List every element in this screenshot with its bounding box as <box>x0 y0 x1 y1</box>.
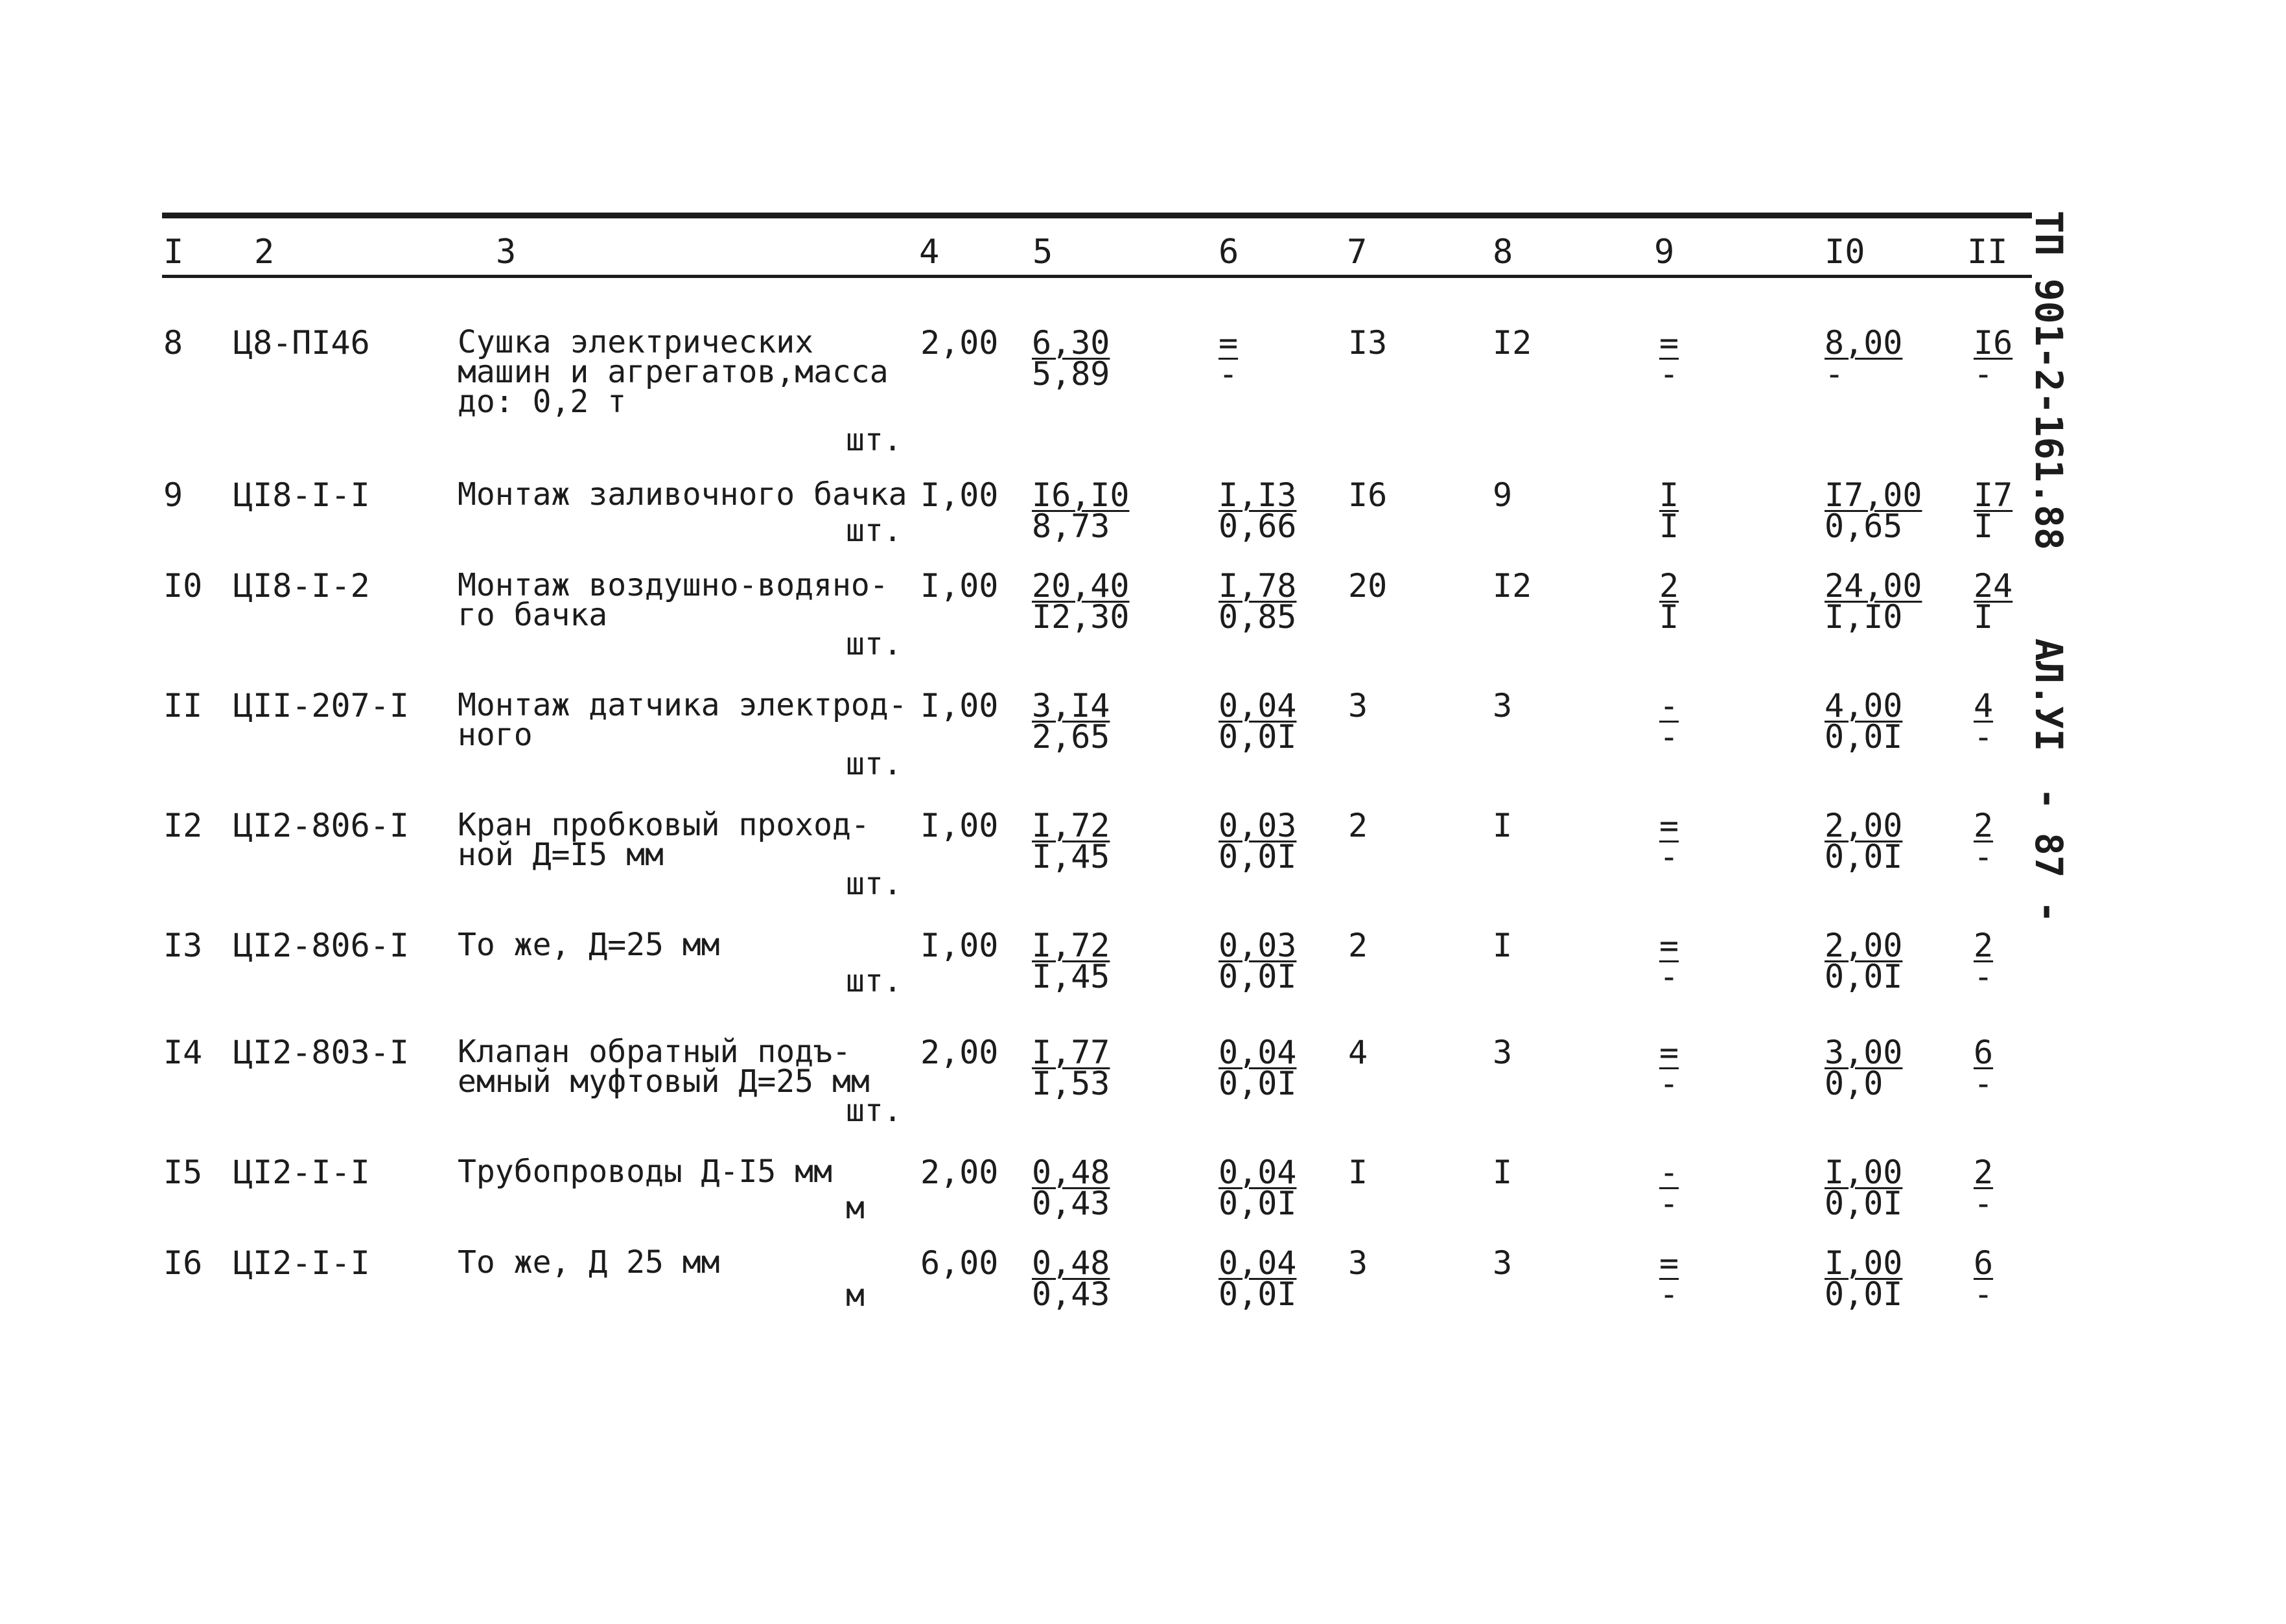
col10-value-top: I,00 <box>1825 1154 1903 1191</box>
col6-value-bottom: 0,66 <box>1219 507 1297 545</box>
description-line: Клапан обратный подъ- <box>458 1034 851 1070</box>
col6-value <box>1219 1034 1297 1102</box>
unit-of-measure: м <box>846 1277 865 1314</box>
col9-value-top: = <box>1659 927 1679 964</box>
unit-of-measure: шт. <box>846 513 902 549</box>
col9-value-top: - <box>1659 687 1679 725</box>
col6-value <box>1219 927 1297 995</box>
col10-value-top: I,00 <box>1825 1244 1903 1282</box>
series-label: ТП 901-2-161.88 <box>2027 211 2071 550</box>
col5-value-bottom: 5,89 <box>1032 355 1110 393</box>
col11-value-top: 4 <box>1974 687 1994 725</box>
col11-value-top: I7 <box>1974 476 2013 514</box>
col10-value <box>1825 807 1903 876</box>
col7-value: I <box>1348 1154 1368 1191</box>
column-header: 6 <box>1219 233 1239 272</box>
col6-value-top: = <box>1219 324 1239 362</box>
col9-value <box>1659 1244 1679 1313</box>
quantity: I,00 <box>920 807 999 844</box>
column-header: 9 <box>1654 233 1675 272</box>
col5-value-top: 20,40 <box>1032 567 1130 605</box>
col5-value-bottom: 0,43 <box>1032 1185 1110 1222</box>
col7-value: I3 <box>1348 324 1388 362</box>
col6-value <box>1219 1154 1297 1222</box>
col11-value-top: 2 <box>1974 807 1994 844</box>
col5-value <box>1032 687 1110 756</box>
col8-value: 3 <box>1493 1034 1513 1071</box>
col10-value-bottom: 0,65 <box>1825 507 1903 545</box>
col11-value <box>1974 807 1994 876</box>
col9-value <box>1659 567 1679 636</box>
col10-value-top: 8,00 <box>1825 324 1903 362</box>
col9-value-bottom: - <box>1659 1065 1679 1102</box>
column-header: I <box>163 233 184 272</box>
col11-value-bottom: I <box>1974 598 1994 636</box>
col6-value-top: 0,03 <box>1219 807 1297 844</box>
col6-value-bottom: 0,0I <box>1219 718 1297 756</box>
col11-value-top: 6 <box>1974 1244 1994 1282</box>
column-header: I0 <box>1825 233 1865 272</box>
rate-code: ЦI2-806-I <box>233 807 409 844</box>
col9-value-bottom: - <box>1659 1185 1679 1222</box>
col8-value: I2 <box>1493 324 1532 362</box>
col6-value <box>1219 476 1297 545</box>
col7-value: 2 <box>1348 807 1368 844</box>
col9-value <box>1659 1154 1679 1222</box>
rate-code: ЦI8-I-2 <box>233 567 370 605</box>
row-number: I2 <box>163 807 203 844</box>
col9-value <box>1659 807 1679 876</box>
col11-value-top: 24 <box>1974 567 2013 605</box>
quantity: I,00 <box>920 476 999 514</box>
col7-value: 3 <box>1348 687 1368 725</box>
col9-value-top: = <box>1659 1034 1679 1071</box>
rate-code: ЦI2-I-I <box>233 1154 370 1191</box>
col10-value-bottom: 0,0 <box>1825 1065 1884 1102</box>
col9-value <box>1659 687 1679 756</box>
col6-value-bottom: 0,0I <box>1219 1065 1297 1102</box>
work-description <box>458 1244 720 1281</box>
col11-value-bottom: - <box>1974 958 1994 995</box>
row-number: I6 <box>163 1244 203 1282</box>
row-number: II <box>163 687 203 725</box>
rate-code: ЦII-207-I <box>233 687 409 725</box>
col11-value-top: 2 <box>1974 927 1994 964</box>
col10-value-bottom: 0,0I <box>1825 1275 1903 1313</box>
col5-value-bottom: I,45 <box>1032 958 1110 995</box>
col11-value <box>1974 1034 1994 1102</box>
col8-value: 9 <box>1493 476 1513 514</box>
col10-value-bottom: I,I0 <box>1825 598 1903 636</box>
col5-value-bottom: 2,65 <box>1032 718 1110 756</box>
col6-value-top: 0,04 <box>1219 1154 1297 1191</box>
rate-code: Ц8-ПI46 <box>233 324 370 362</box>
quantity: 2,00 <box>920 1034 999 1071</box>
col11-value <box>1974 1154 1994 1222</box>
row-number: I4 <box>163 1034 203 1071</box>
col5-value-top: I,72 <box>1032 807 1110 844</box>
col6-value <box>1219 687 1297 756</box>
col9-value-top: I <box>1659 476 1679 514</box>
col10-value <box>1825 567 1922 636</box>
rate-code: ЦI2-806-I <box>233 927 409 964</box>
description-line: ной Д=I5 мм <box>458 837 664 873</box>
col6-value-bottom: 0,85 <box>1219 598 1297 636</box>
col10-value <box>1825 324 1903 393</box>
col5-value <box>1032 1154 1110 1222</box>
table-header-rule <box>162 275 2032 278</box>
work-description <box>458 927 720 963</box>
col9-value-bottom: I <box>1659 598 1679 636</box>
col10-value <box>1825 1034 1903 1102</box>
col10-value <box>1825 1154 1903 1222</box>
description-line: Сушка электрических <box>458 324 814 360</box>
row-number: I3 <box>163 927 203 964</box>
col11-value-bottom: - <box>1974 355 1994 393</box>
col10-value-bottom: 0,0I <box>1825 838 1903 876</box>
row-number: 9 <box>163 476 183 514</box>
work-description <box>458 1154 832 1190</box>
description-line: емный муфтовый Д=25 мм <box>458 1063 870 1100</box>
col11-value-top: 2 <box>1974 1154 1994 1191</box>
col9-value <box>1659 927 1679 995</box>
unit-of-measure: шт. <box>846 422 902 458</box>
row-number: I0 <box>163 567 203 605</box>
col6-value-top: I,78 <box>1219 567 1297 605</box>
row-number: I5 <box>163 1154 203 1191</box>
col11-value <box>1974 687 1994 756</box>
col11-value-bottom: - <box>1974 1185 1994 1222</box>
col6-value <box>1219 1244 1297 1313</box>
col11-value-bottom: - <box>1974 838 1994 876</box>
col10-value-bottom: - <box>1825 355 1845 393</box>
work-description <box>458 476 907 513</box>
col5-value-top: 0,48 <box>1032 1154 1110 1191</box>
col5-value <box>1032 567 1130 636</box>
unit-of-measure: шт. <box>846 626 902 662</box>
col5-value-top: 3,I4 <box>1032 687 1110 725</box>
col6-value-top: 0,04 <box>1219 687 1297 725</box>
col5-value-bottom: I2,30 <box>1032 598 1130 636</box>
description-line: Монтаж воздушно-водяно- <box>458 567 889 603</box>
col9-value-bottom: - <box>1659 958 1679 995</box>
col10-value-top: 4,00 <box>1825 687 1903 725</box>
col7-value: 3 <box>1348 1244 1368 1282</box>
col8-value: I2 <box>1493 567 1532 605</box>
col9-value-top: 2 <box>1659 567 1679 605</box>
col9-value <box>1659 476 1679 545</box>
description-line: го бачка <box>458 597 608 633</box>
description-line: ного <box>458 717 533 753</box>
description-line: Трубопроводы Д-I5 мм <box>458 1154 832 1190</box>
work-description <box>458 807 870 873</box>
col7-value: I6 <box>1348 476 1388 514</box>
col5-value-bottom: I,45 <box>1032 838 1110 876</box>
rate-code: ЦI8-I-I <box>233 476 370 514</box>
col5-value-top: I,77 <box>1032 1034 1110 1071</box>
col5-value-bottom: 8,73 <box>1032 507 1110 545</box>
column-header: 5 <box>1032 233 1053 272</box>
col9-value-top: - <box>1659 1154 1679 1191</box>
col9-value-top: = <box>1659 324 1679 362</box>
col9-value-bottom: - <box>1659 718 1679 756</box>
col6-value-bottom: 0,0I <box>1219 1185 1297 1222</box>
description-line: машин и агрегатов,масса <box>458 354 889 390</box>
col8-value: 3 <box>1493 1244 1513 1282</box>
col5-value <box>1032 476 1130 545</box>
col9-value-bottom: - <box>1659 1275 1679 1313</box>
page-number: - 87 - <box>2027 787 2071 923</box>
col6-value-top: I,I3 <box>1219 476 1297 514</box>
col6-value-top: 0,04 <box>1219 1244 1297 1282</box>
col6-value-bottom: 0,0I <box>1219 838 1297 876</box>
column-header: 2 <box>254 233 275 272</box>
description-line: Монтаж заливочного бачка <box>458 476 907 513</box>
col10-value-top: 24,00 <box>1825 567 1922 605</box>
column-header: II <box>1967 233 2008 272</box>
col11-value <box>1974 1244 1994 1313</box>
table-top-rule <box>162 213 2032 218</box>
col10-value-top: I7,00 <box>1825 476 1922 514</box>
col11-value-bottom: I <box>1974 507 1994 545</box>
album-label: АЛ.УI <box>2027 638 2071 752</box>
col11-value <box>1974 324 2013 393</box>
col7-value: 2 <box>1348 927 1368 964</box>
col6-value-bottom: 0,0I <box>1219 1275 1297 1313</box>
col5-value-top: 0,48 <box>1032 1244 1110 1282</box>
col10-value-top: 3,00 <box>1825 1034 1903 1071</box>
col5-value-top: I6,I0 <box>1032 476 1130 514</box>
col9-value-bottom: - <box>1659 838 1679 876</box>
description-line: То же, Д=25 мм <box>458 927 720 963</box>
col8-value: I <box>1493 807 1513 844</box>
col6-value <box>1219 807 1297 876</box>
col10-value-bottom: 0,0I <box>1825 1185 1903 1222</box>
description-line: Кран пробковый проход- <box>458 807 870 843</box>
work-description <box>458 687 907 753</box>
col10-value-bottom: 0,0I <box>1825 958 1903 995</box>
unit-of-measure: шт. <box>846 866 902 902</box>
col6-value-top: 0,04 <box>1219 1034 1297 1071</box>
quantity: 2,00 <box>920 324 999 362</box>
col10-value <box>1825 927 1903 995</box>
column-header: 7 <box>1347 233 1368 272</box>
description-line: То же, Д 25 мм <box>458 1244 720 1281</box>
description-line: Монтаж датчика электрод- <box>458 687 907 723</box>
col6-value <box>1219 324 1239 393</box>
col5-value <box>1032 1034 1110 1102</box>
col9-value <box>1659 1034 1679 1102</box>
rate-code: ЦI2-803-I <box>233 1034 409 1071</box>
quantity: I,00 <box>920 687 999 725</box>
column-header: 8 <box>1493 233 1513 272</box>
col10-value-top: 2,00 <box>1825 807 1903 844</box>
work-description <box>458 1034 870 1100</box>
work-description <box>458 324 889 420</box>
col5-value <box>1032 1244 1110 1313</box>
col5-value-top: 6,30 <box>1032 324 1110 362</box>
col9-value <box>1659 324 1679 393</box>
col11-value <box>1974 567 2013 636</box>
column-header: 4 <box>919 233 940 272</box>
col8-value: 3 <box>1493 687 1513 725</box>
rate-code: ЦI2-I-I <box>233 1244 370 1282</box>
col11-value <box>1974 927 1994 995</box>
work-description <box>458 567 889 633</box>
quantity: 6,00 <box>920 1244 999 1282</box>
col10-value <box>1825 687 1903 756</box>
col7-value: 4 <box>1348 1034 1368 1071</box>
unit-of-measure: шт. <box>846 963 902 999</box>
col11-value-top: 6 <box>1974 1034 1994 1071</box>
col8-value: I <box>1493 927 1513 964</box>
col9-value-top: = <box>1659 807 1679 844</box>
col11-value-top: I6 <box>1974 324 2013 362</box>
row-number: 8 <box>163 324 183 362</box>
quantity: I,00 <box>920 927 999 964</box>
col11-value-bottom: - <box>1974 718 1994 756</box>
col5-value <box>1032 807 1110 876</box>
col5-value <box>1032 927 1110 995</box>
col5-value-bottom: 0,43 <box>1032 1275 1110 1313</box>
col11-value <box>1974 476 2013 545</box>
col9-value-bottom: - <box>1659 355 1679 393</box>
col9-value-top: = <box>1659 1244 1679 1282</box>
col10-value <box>1825 1244 1903 1313</box>
unit-of-measure: шт. <box>846 746 902 782</box>
description-line: до: 0,2 т <box>458 384 627 420</box>
col6-value <box>1219 567 1297 636</box>
unit-of-measure: м <box>846 1190 865 1226</box>
quantity: I,00 <box>920 567 999 605</box>
col5-value-top: I,72 <box>1032 927 1110 964</box>
col5-value-bottom: I,53 <box>1032 1065 1110 1102</box>
col9-value-bottom: I <box>1659 507 1679 545</box>
col6-value-bottom: - <box>1219 355 1239 393</box>
col11-value-bottom: - <box>1974 1065 1994 1102</box>
col8-value: I <box>1493 1154 1513 1191</box>
column-header: 3 <box>496 233 517 272</box>
col10-value-top: 2,00 <box>1825 927 1903 964</box>
col11-value-bottom: - <box>1974 1275 1994 1313</box>
col10-value <box>1825 476 1922 545</box>
col10-value-bottom: 0,0I <box>1825 718 1903 756</box>
col6-value-top: 0,03 <box>1219 927 1297 964</box>
col5-value <box>1032 324 1110 393</box>
col7-value: 20 <box>1348 567 1388 605</box>
col6-value-bottom: 0,0I <box>1219 958 1297 995</box>
unit-of-measure: шт. <box>846 1093 902 1129</box>
quantity: 2,00 <box>920 1154 999 1191</box>
